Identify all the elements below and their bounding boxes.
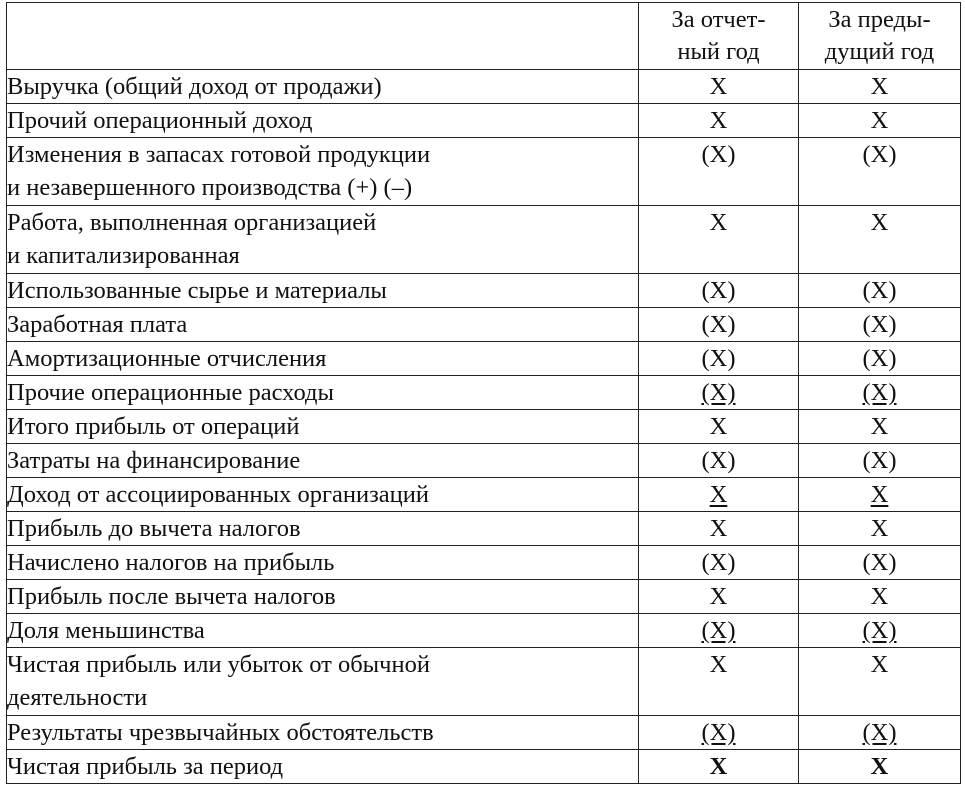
row-value-current	[639, 308, 799, 342]
value-text: (X)	[701, 549, 736, 576]
row-label-line: Прочие операционные расходы	[7, 379, 334, 406]
row-label	[7, 138, 639, 206]
row-value-previous	[799, 342, 961, 376]
row-value-current	[639, 70, 799, 104]
table-row	[7, 70, 961, 104]
row-label	[7, 104, 639, 138]
row-value-previous	[799, 308, 961, 342]
header-label-cell	[7, 3, 639, 70]
row-value-previous	[799, 376, 961, 410]
income-statement-table	[6, 2, 961, 784]
row-label	[7, 716, 639, 750]
value-text: X	[870, 73, 889, 100]
row-label	[7, 546, 639, 580]
row-value-current	[639, 478, 799, 512]
row-value-previous	[799, 70, 961, 104]
value-text: X	[870, 107, 889, 134]
row-label	[7, 512, 639, 546]
value-text: X	[870, 753, 889, 780]
row-label-line: Работа, выполненная организацией	[7, 209, 377, 236]
header-previous-line-1: За преды-	[828, 6, 931, 33]
value-text: (X)	[701, 617, 736, 644]
value-text: (X)	[862, 549, 897, 576]
row-label-line: Выручка (общий доход от продажи)	[7, 73, 382, 100]
row-value-previous	[799, 580, 961, 614]
value-text: X	[709, 753, 728, 780]
table-row	[7, 648, 961, 716]
value-text: (X)	[862, 141, 897, 168]
row-value-current	[639, 138, 799, 206]
row-label-line: Итого прибыль от операций	[7, 413, 300, 440]
table-row	[7, 580, 961, 614]
row-value-current	[639, 580, 799, 614]
value-text: (X)	[701, 379, 736, 406]
value-text: X	[709, 583, 728, 610]
value-text: (X)	[701, 141, 736, 168]
value-text: X	[870, 583, 889, 610]
value-text: (X)	[701, 311, 736, 338]
table-row	[7, 274, 961, 308]
table-row	[7, 206, 961, 274]
row-label-line: Прочий операционный доход	[7, 107, 313, 134]
row-value-previous	[799, 274, 961, 308]
table-row	[7, 546, 961, 580]
value-text: X	[709, 107, 728, 134]
row-value-current	[639, 750, 799, 784]
row-label-line: Чистая прибыль за период	[7, 753, 284, 780]
row-value-previous	[799, 410, 961, 444]
row-value-previous	[799, 444, 961, 478]
table-row	[7, 512, 961, 546]
row-label	[7, 410, 639, 444]
row-label	[7, 376, 639, 410]
value-text: X	[870, 209, 889, 236]
header-previous-line-2: дущий год	[824, 38, 935, 65]
row-label	[7, 648, 639, 716]
row-value-previous	[799, 478, 961, 512]
row-value-current	[639, 410, 799, 444]
row-value-current	[639, 444, 799, 478]
row-label-line: деятельности	[7, 684, 148, 711]
row-label	[7, 274, 639, 308]
row-label-line: Амортизационные отчисления	[7, 345, 327, 372]
row-label-line: Начислено налогов на прибыль	[7, 549, 335, 576]
value-text: X	[709, 651, 728, 678]
row-label	[7, 580, 639, 614]
row-label-line: Затраты на финансирование	[7, 447, 301, 474]
table-row	[7, 478, 961, 512]
header-current-line-2: ный год	[677, 38, 760, 65]
table-row	[7, 750, 961, 784]
value-text: (X)	[862, 277, 897, 304]
header-previous-year	[799, 3, 961, 70]
table-row	[7, 444, 961, 478]
row-label-line: и капитализированная	[7, 242, 240, 269]
row-value-current	[639, 512, 799, 546]
row-value-previous	[799, 750, 961, 784]
row-label-line: Доход от ассоциированных организаций	[7, 481, 429, 508]
row-value-current	[639, 342, 799, 376]
row-value-previous	[799, 138, 961, 206]
table-row	[7, 308, 961, 342]
table-row	[7, 342, 961, 376]
row-value-current	[639, 614, 799, 648]
header-current-line-1: За отчет-	[671, 6, 766, 33]
row-value-previous	[799, 546, 961, 580]
value-text: (X)	[701, 345, 736, 372]
row-value-current	[639, 546, 799, 580]
value-text: (X)	[862, 379, 897, 406]
value-text: (X)	[862, 447, 897, 474]
table-body	[7, 70, 961, 784]
row-value-previous	[799, 206, 961, 274]
table-row	[7, 138, 961, 206]
row-label-line: Результаты чрезвычайных обстоятельств	[7, 719, 434, 746]
row-label-line: Чистая прибыль или убыток от обычной	[7, 651, 430, 678]
row-label-line: Заработная плата	[7, 311, 188, 338]
header-row	[7, 3, 961, 70]
value-text: X	[870, 413, 889, 440]
value-text: X	[870, 481, 889, 508]
table-row	[7, 104, 961, 138]
value-text: (X)	[862, 617, 897, 644]
table-row	[7, 376, 961, 410]
row-label	[7, 750, 639, 784]
row-label-line: Прибыль после вычета налогов	[7, 583, 336, 610]
row-label	[7, 342, 639, 376]
row-value-previous	[799, 104, 961, 138]
table-row	[7, 614, 961, 648]
row-label	[7, 444, 639, 478]
value-text: (X)	[862, 719, 897, 746]
row-label	[7, 308, 639, 342]
value-text: (X)	[862, 345, 897, 372]
row-value-current	[639, 648, 799, 716]
row-value-current	[639, 206, 799, 274]
value-text: (X)	[862, 311, 897, 338]
value-text: X	[709, 515, 728, 542]
row-label-line: Использованные сырье и материалы	[7, 277, 387, 304]
row-label-line: и незавершенного производства (+) (–)	[7, 174, 413, 201]
row-value-previous	[799, 648, 961, 716]
value-text: (X)	[701, 277, 736, 304]
value-text: X	[709, 413, 728, 440]
row-value-current	[639, 274, 799, 308]
row-label	[7, 614, 639, 648]
row-value-current	[639, 716, 799, 750]
value-text: X	[709, 481, 728, 508]
table-row	[7, 410, 961, 444]
row-label	[7, 70, 639, 104]
row-value-previous	[799, 614, 961, 648]
table-row	[7, 716, 961, 750]
header-current-year	[639, 3, 799, 70]
row-label-line: Прибыль до вычета налогов	[7, 515, 301, 542]
row-value-current	[639, 104, 799, 138]
row-label-line: Доля меньшинства	[7, 617, 205, 644]
row-value-previous	[799, 512, 961, 546]
value-text: (X)	[701, 719, 736, 746]
value-text: X	[870, 651, 889, 678]
row-label	[7, 478, 639, 512]
row-label-line: Изменения в запасах готовой продукции	[7, 141, 431, 168]
value-text: X	[709, 209, 728, 236]
row-value-previous	[799, 716, 961, 750]
row-label	[7, 206, 639, 274]
value-text: X	[709, 73, 728, 100]
row-value-current	[639, 376, 799, 410]
value-text: (X)	[701, 447, 736, 474]
value-text: X	[870, 515, 889, 542]
